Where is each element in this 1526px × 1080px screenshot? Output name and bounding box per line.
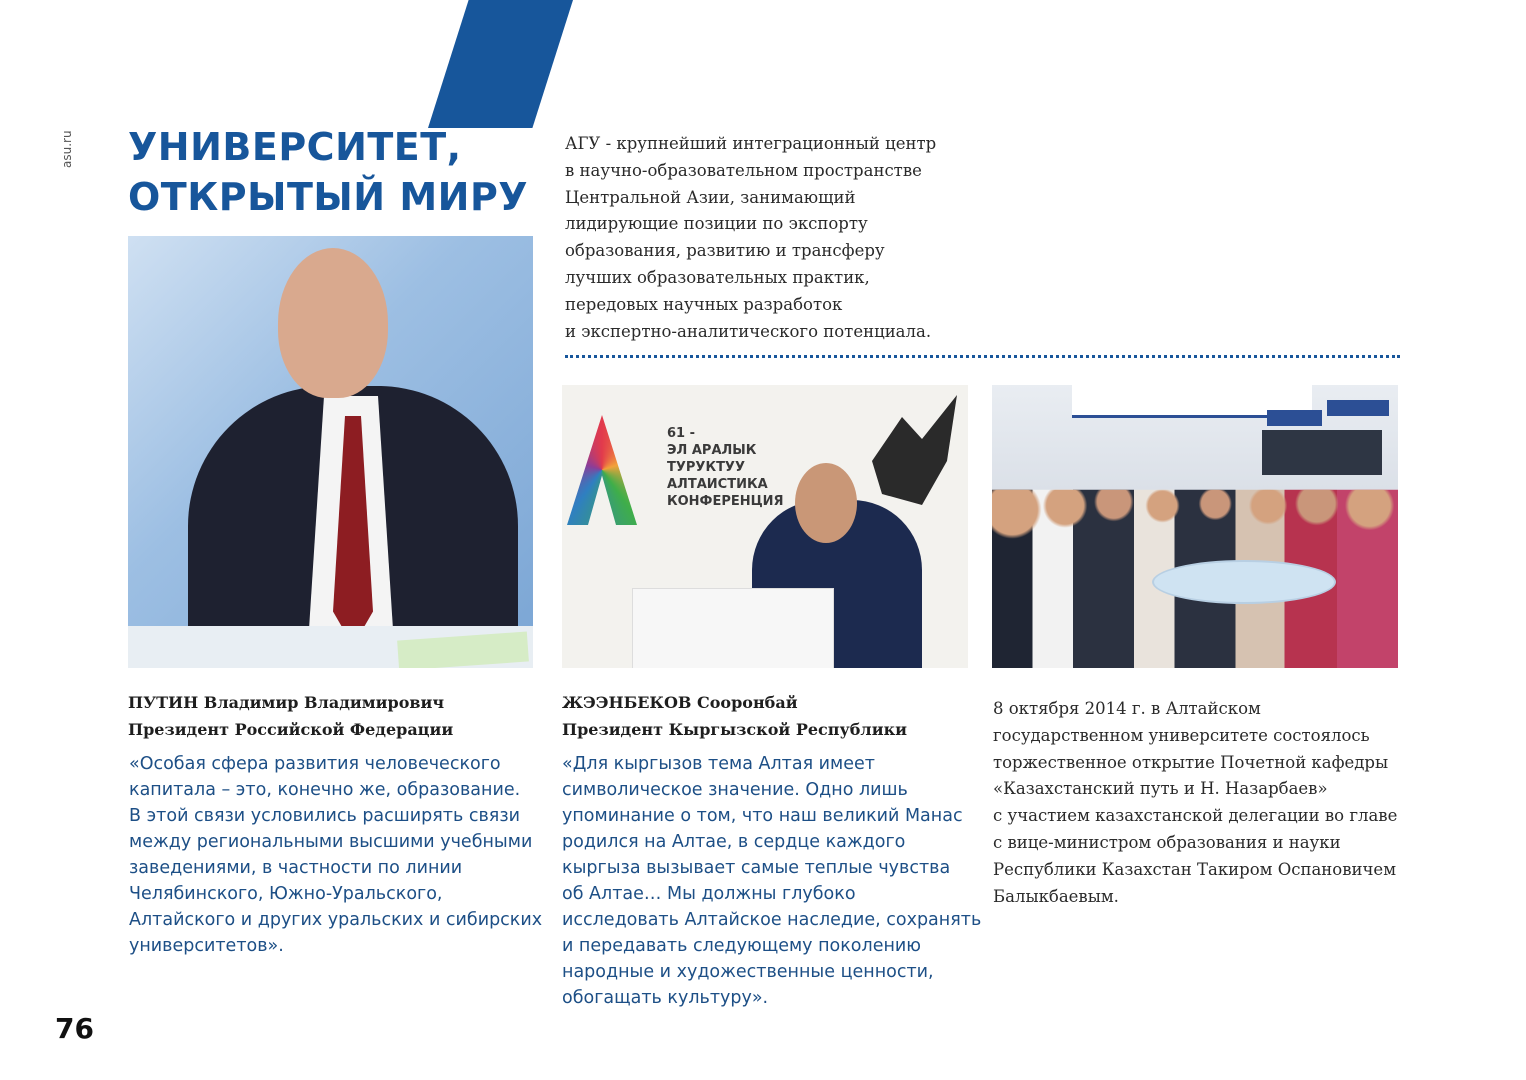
banner-line: КОНФЕРЕНЦИЯ xyxy=(667,494,784,509)
intro-paragraph xyxy=(565,131,985,345)
caption-person-2 xyxy=(562,689,982,743)
news-line: с вице-министром образования и науки xyxy=(993,832,1341,852)
quote-line: об Алтае… Мы должны глубоко xyxy=(562,884,856,904)
title-line: УНИВЕРСИТЕТ, xyxy=(128,125,462,169)
banner-line: АЛТАИСТИКА xyxy=(667,477,768,492)
intro-line: лидирующие позиции по экспорту xyxy=(565,214,868,234)
intro-line: и экспертно-аналитического потенциала. xyxy=(565,321,932,341)
person-position: Президент Российской Федерации xyxy=(128,720,454,739)
page-number: 76 xyxy=(55,1012,94,1045)
news-line: с участием казахстанской делегации во главе xyxy=(993,806,1398,826)
intro-line: лучших образовательных практик, xyxy=(565,267,870,287)
photo-figure-head xyxy=(278,248,388,398)
decorative-parallelogram xyxy=(428,0,573,128)
news-line: «Казахстанский путь и Н. Назарбаев» xyxy=(993,779,1328,799)
quote-line: кыргыза вызывает самые теплые чувства xyxy=(562,858,951,878)
intro-line: в научно-образовательном пространстве xyxy=(565,160,922,180)
photo-round-table xyxy=(1152,560,1336,604)
dotted-divider xyxy=(565,355,1400,358)
photo-screens xyxy=(1262,430,1382,475)
caption-person-1 xyxy=(128,689,548,743)
banner-line: 61 - xyxy=(667,426,696,441)
news-line: государственном университете состоялось xyxy=(993,725,1370,745)
quote-line: заведениями, в частности по линии xyxy=(129,858,463,878)
news-line: торжественное открытие Почетной кафедры xyxy=(993,752,1389,772)
news-line: 8 октября 2014 г. в Алтайском xyxy=(993,699,1261,718)
quote-line: символическое значение. Одно лишь xyxy=(562,780,908,800)
intro-line: АГУ - крупнейший интеграционный центр xyxy=(565,134,937,153)
photo-president-russia xyxy=(128,236,533,668)
quote-line: и передавать следующему поколению xyxy=(562,936,922,956)
quote-line: народные и художественные ценности, xyxy=(562,962,934,982)
quote-line: Алтайского и других уральских и сибирских xyxy=(129,910,543,930)
banner-line: ЭЛ АРАЛЫК xyxy=(667,443,757,458)
photo-sign xyxy=(1267,410,1322,426)
page-title xyxy=(128,122,548,222)
news-paragraph xyxy=(993,696,1413,910)
photo-president-kyrgyzstan xyxy=(562,385,968,668)
photo-podium xyxy=(632,588,834,668)
quote-line: родился на Алтае, в сердце каждого xyxy=(562,832,906,852)
quote-line: исследовать Алтайское наследие, сохранять xyxy=(562,910,982,930)
photo-figure-head xyxy=(795,463,857,543)
quote-line: университетов». xyxy=(129,936,284,956)
person-position: Президент Кыргызской Республики xyxy=(562,720,907,739)
intro-line: передовых научных разработок xyxy=(565,294,843,314)
side-site-label: asu.ru xyxy=(60,130,74,168)
quote-line: «Для кыргызов тема Алтая имеет xyxy=(562,754,875,774)
person-name: ПУТИН Владимир Владимирович xyxy=(128,693,445,712)
quote-line: обогащать культуру». xyxy=(562,988,769,1008)
news-line: Республики Казахстан Такиром Оспановичем xyxy=(993,859,1397,879)
conference-logo-icon xyxy=(567,415,637,525)
dragon-ornament-icon xyxy=(862,395,962,505)
quote-line: упоминание о том, что наш великий Манас xyxy=(562,806,963,826)
quote-person-2 xyxy=(562,751,982,1011)
person-name: ЖЭЭНБЕКОВ Сооронбай xyxy=(562,693,798,712)
quote-line: капитала – это, конечно же, образование. xyxy=(129,780,521,800)
title-line: ОТКРЫТЫЙ МИРУ xyxy=(128,175,529,219)
quote-line: Челябинского, Южно-Уральского, xyxy=(129,884,443,904)
news-line: Балыкбаевым. xyxy=(993,886,1119,906)
quote-line: между региональными высшими учебными xyxy=(129,832,533,852)
quote-line: «Особая сфера развития человеческого xyxy=(129,754,501,774)
photo-sign xyxy=(1327,400,1389,416)
quote-person-1 xyxy=(129,751,549,959)
intro-line: Центральной Азии, занимающий xyxy=(565,187,856,207)
banner-line: ТУРУКТУУ xyxy=(667,460,745,475)
photo-group-delegation xyxy=(992,385,1398,668)
quote-line: В этой связи условились расширять связи xyxy=(129,806,521,826)
intro-line: образования, развитию и трансферу xyxy=(565,241,885,261)
